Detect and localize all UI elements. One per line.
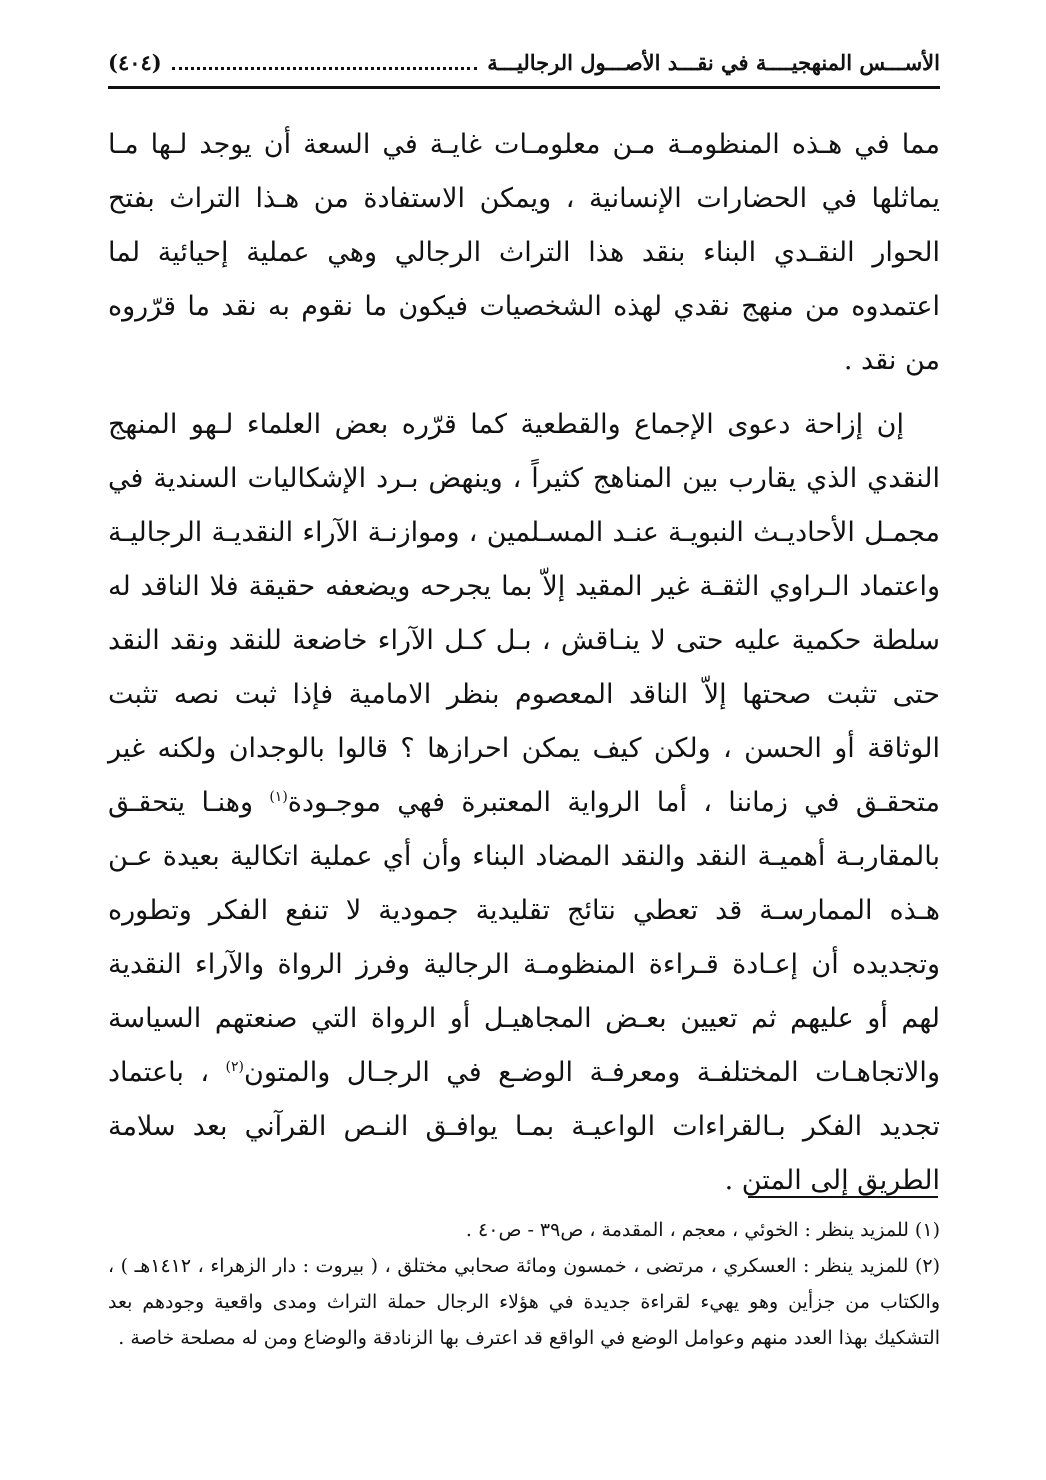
running-header [108,42,940,82]
header-dot-leader [172,67,478,70]
header-title: الأســـس المنهجيــــة في نقـــد الأصـــول الرجاليـــة [487,49,940,75]
header-rule [108,86,940,89]
page-number: (٤٠٤) [108,49,162,75]
paragraph-2 [108,398,940,1208]
paragraph-2-part-3: ، باعتماد تجديد الفكر بـالقراءات الواعيـة بمـا يوافـق النـص القرآني بعد سلامة الطريق إلى المتن . [108,1057,940,1196]
paragraph-2-part-1: إن إزاحة دعوى الإجماع والقطعية كما قرّره بعض العلماء لـهو المنهج النقدي الذي يقارب بين المناهج كثيراً ، وينهض بـرد الإشكاليات السندية في مجمـل الأحاديـث النبويـة عنـد المسـلمين ، وموازنـة الآراء النقديـة الرجاليـة واعتماد الـراوي الثقـة غير المقيد إلاّ بما يجرحه ويضعفه حقيقة فلا الناقد له سلطة حكمية عليه حتى لا ينـاقش ، بـل كـل الآراء خاضعة للنقد ونقد النقد حتى تثبت صحتها إلاّ الناقد المعصوم بنظر الامامية فإذا ثبت نصه تثبت الوثاقة أو الحسن ، ولكن كيف يمكن احرازها ؟ قالوا بالوجدان ولكنه غير متحقـق في زماننا ، أما الرواية المعتبرة فهي موجـودة [108,409,941,818]
footnote-1: (١) للمزيد ينظر : الخوئي ، معجم ، المقدمة ، ص٣٩ - ص٤٠ . [465,1219,940,1241]
body-text [108,118,940,1208]
paragraph-2-part-2: وهنـا يتحقـق بالمقاربـة أهميـة النقد والنقد المضاد البناء وأن أي عملية اتكالية بعيدة عـن هـذه الممارسـة قد تعطي نتائج تقليدية جمودية لا تنفع الفكر وتطوره وتجديده أن إعـادة قـراءة المنظومـة الرجالية وفرز الرواة والآراء النقدية لهم أو عليهم ثم تعيين بعـض المجاهيـل أو الرواة التي صنعتهم السياسة والاتجاهـات المختلفـة ومعرفـة الوضـع في الرجـال والمتون [108,787,940,1088]
footnote-ref-1: (١) [269,789,288,805]
footnote-rule [748,1196,938,1198]
footnote-ref-2: (٢) [225,1059,244,1075]
paragraph-1: مما في هـذه المنظومـة مـن معلومـات غايـة في السعة أن يوجد لـها مـا يماثلها في الحضارات الإنسانية ، ويمكن الاستفادة من هـذا التراث بفتح الحوار النقـدي البناء بنقد هذا التراث الرجالي وهي عملية إحيائية لما اعتمدوه من منهج نقدي لهذه الشخصيات فيكون ما نقوم به نقد ما قرّروه من نقد . [108,129,940,376]
footnotes [108,1212,940,1356]
footnote-2: (٢) للمزيد ينظر : العسكري ، مرتضى ، خمسون ومائة صحابي مختلق ، ( بيروت : دار الزهراء ، ١٤١٢هـ ) ، والكتاب من جزأين وهو يهيء لقراءة جديدة في هؤلاء الرجال حملة التراث ومدى واقعية وجودهم بعد التشكيك بهذا العدد منهم وعوامل الوضع في الواقع قد اعترف بها الزنادقة والوضاع ومن له مصلحة خاصة . [108,1255,940,1349]
